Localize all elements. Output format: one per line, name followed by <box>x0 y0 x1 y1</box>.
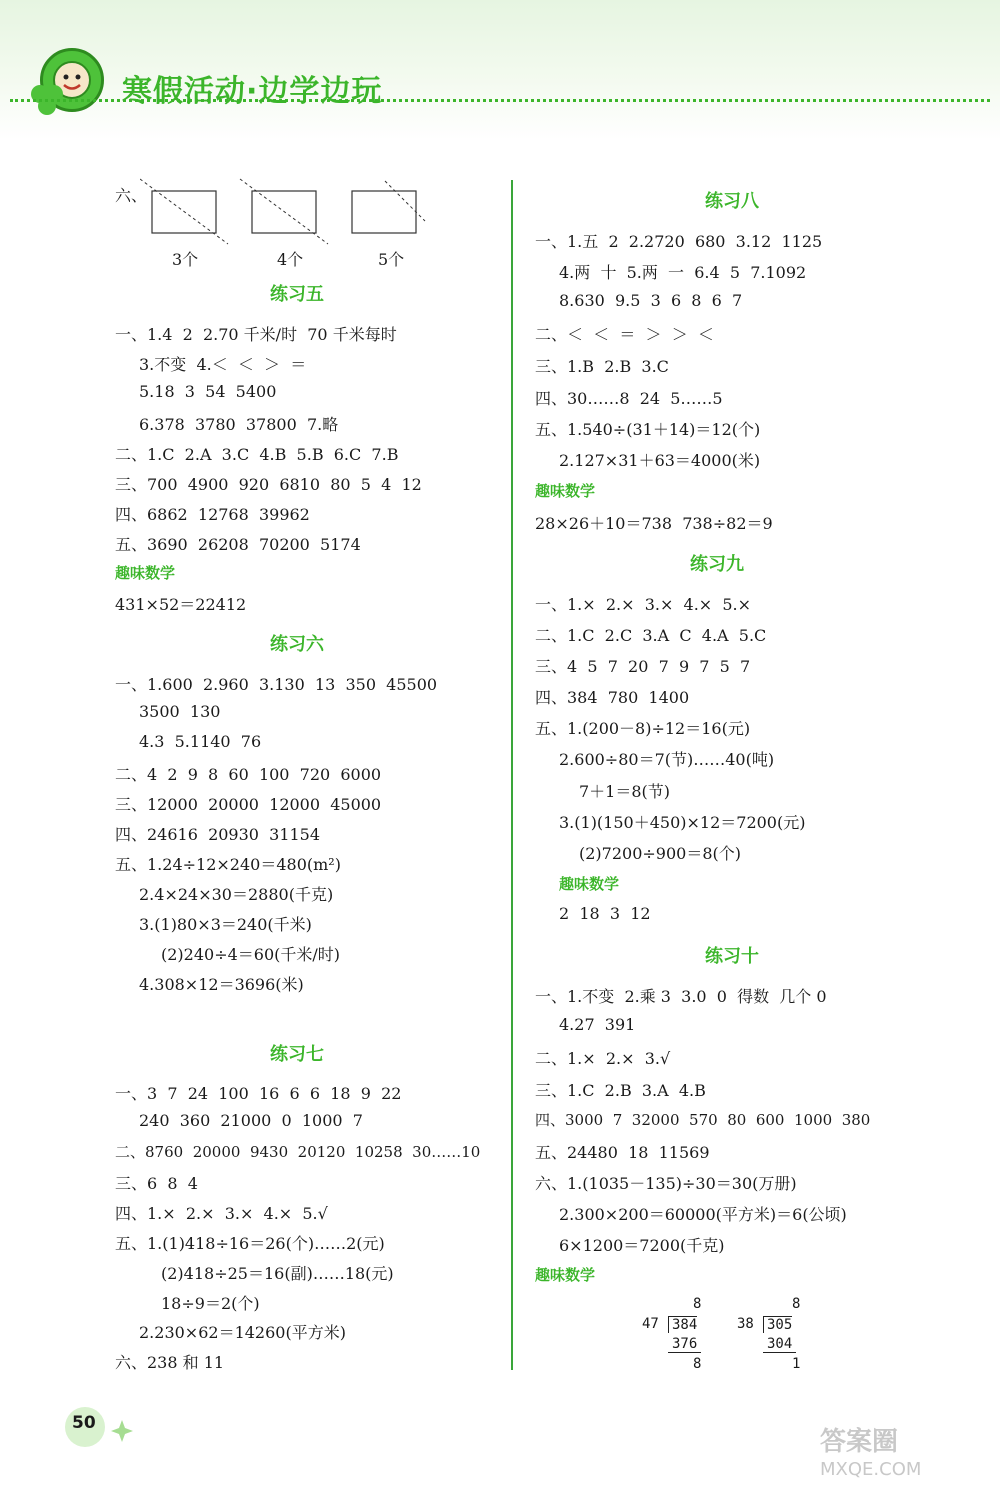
rect-diagram-1 <box>140 179 228 244</box>
answer-line: 8.630 9.5 3 6 8 6 7 <box>559 291 743 310</box>
svg-text:答案圈: 答案圈 <box>820 1427 899 1457</box>
answer-line: 一、1.600 2.960 3.130 13 350 45500 <box>115 675 438 694</box>
header-title: 寒假活动·边学边玩 <box>122 74 383 109</box>
answer-line: 4.27 391 <box>559 1015 636 1034</box>
page-header <box>0 0 1000 140</box>
answer-line: 三、1.B 2.B 3.C <box>535 357 669 376</box>
division-remainder: 1 <box>792 1356 801 1372</box>
fun-math-answer: 28×26＋10＝738 738÷82＝9 <box>535 514 773 533</box>
answer-line: 五、1.(200－8)÷12＝16(元) <box>535 719 751 738</box>
division-product: 376 <box>668 1336 701 1353</box>
answer-line: 5.18 3 54 5400 <box>139 382 277 401</box>
heading-exercise-7: 练习七 <box>270 1044 324 1065</box>
answer-line: 一、1.五 2 2.2720 680 3.12 1125 <box>535 232 823 251</box>
page-number: 50 <box>72 1413 96 1433</box>
section-six-label: 六、 <box>115 186 148 205</box>
fun-math-answer: 431×52＝22412 <box>115 595 247 614</box>
answer-line: 2.4×24×30＝2880(千克) <box>139 885 334 904</box>
answer-line: 三、700 4900 920 6810 80 5 4 12 <box>115 475 422 494</box>
answer-line: 六、1.(1035－135)÷30＝30(万册) <box>535 1174 797 1193</box>
answer-line: (2)240÷4＝60(千米/时) <box>161 945 341 964</box>
rect-diagram-3 <box>352 181 425 233</box>
answer-line: 2.600÷80＝7(节)……40(吨) <box>559 750 775 769</box>
svg-text:MXQE.COM: MXQE.COM <box>820 1459 922 1480</box>
answer-line: 3500 130 <box>139 702 221 721</box>
answer-line: 四、384 780 1400 <box>535 688 690 707</box>
division-divisor: 47 <box>642 1316 659 1332</box>
answer-line: 18÷9＝2(个) <box>161 1294 260 1313</box>
rectangle-diagrams <box>140 176 440 246</box>
answer-line: 3.(1)(150＋450)×12＝7200(元) <box>559 813 806 832</box>
fun-math-label: 趣味数学 <box>535 1266 596 1284</box>
answer-line: 二、＜ ＜ ＝ ＞ ＞ ＜ <box>535 325 714 344</box>
answer-line: 2.300×200＝60000(平方米)＝6(公顷) <box>559 1205 847 1224</box>
fun-math-label: 趣味数学 <box>559 875 620 893</box>
answer-line: 二、1.C 2.A 3.C 4.B 5.B 6.C 7.B <box>115 445 399 464</box>
answer-line: 3.不变 4.＜ ＜ ＞ ＝ <box>139 355 307 374</box>
answer-line: 240 360 21000 0 1000 7 <box>139 1111 363 1130</box>
header-dotted-rule <box>10 99 990 102</box>
division-quotient: 8 <box>693 1296 702 1312</box>
division-quotient: 8 <box>792 1296 801 1312</box>
division-remainder: 8 <box>693 1356 702 1372</box>
answer-line: 二、4 2 9 8 60 100 720 6000 <box>115 765 382 784</box>
answer-line: 4.308×12＝3696(米) <box>139 975 304 994</box>
heading-exercise-5: 练习五 <box>270 284 324 305</box>
answer-line: 五、3690 26208 70200 5174 <box>115 535 361 554</box>
heading-exercise-9: 练习九 <box>690 554 744 575</box>
answer-line: 四、3000 7 32000 570 80 600 1000 380 <box>535 1111 871 1129</box>
heading-exercise-10: 练习十 <box>705 946 759 967</box>
answer-line: 6×1200＝7200(千克) <box>559 1236 725 1255</box>
answer-line: 五、1.540÷(31＋14)＝12(个) <box>535 420 761 439</box>
answer-line: 4.3 5.1140 76 <box>139 732 262 751</box>
answer-line: 2.127×31＋63＝4000(米) <box>559 451 761 470</box>
division-dividend: 384 <box>668 1316 697 1333</box>
answer-line: 一、3 7 24 100 16 6 6 18 9 22 <box>115 1084 402 1103</box>
rect-count-2: 4个 <box>277 250 304 269</box>
answer-line: 三、12000 20000 12000 45000 <box>115 795 382 814</box>
heading-exercise-6: 练习六 <box>270 634 324 655</box>
answer-line: 6.378 3780 37800 7.略 <box>139 415 339 434</box>
answer-line: 一、1.不变 2.乘 3 3.0 0 得数 几个 0 <box>535 987 827 1006</box>
answer-line: 五、1.24÷12×240＝480(m²) <box>115 855 341 874</box>
division-divisor: 38 <box>737 1316 754 1332</box>
rect-count-3: 5个 <box>378 250 405 269</box>
answer-line: 三、6 8 4 <box>115 1174 198 1193</box>
answer-line: 2.230×62＝14260(平方米) <box>139 1323 346 1342</box>
fun-math-label: 趣味数学 <box>535 482 596 500</box>
division-dividend: 305 <box>763 1316 792 1333</box>
answer-line: 四、24616 20930 31154 <box>115 825 321 844</box>
answer-line: 五、24480 18 11569 <box>535 1143 710 1162</box>
division-product: 304 <box>763 1336 796 1353</box>
answer-line: 7＋1＝8(节) <box>579 782 671 801</box>
answer-line: 一、1.4 2 2.70 千米/时 70 千米每时 <box>115 325 397 344</box>
answer-line: 3.(1)80×3＝240(千米) <box>139 915 312 934</box>
heading-exercise-8: 练习八 <box>705 191 759 212</box>
answer-line: 六、238 和 11 <box>115 1353 225 1372</box>
fun-math-label: 趣味数学 <box>115 564 176 582</box>
answer-line: 四、1.× 2.× 3.× 4.× 5.√ <box>115 1204 328 1223</box>
answer-line: 三、1.C 2.B 3.A 4.B <box>535 1081 706 1100</box>
rect-count-1: 3个 <box>172 250 199 269</box>
answer-line: (2)418÷25＝16(副)……18(元) <box>161 1264 394 1283</box>
rect-diagram-2 <box>240 179 328 244</box>
answer-line: 一、1.× 2.× 3.× 4.× 5.× <box>535 595 752 614</box>
answer-line: 五、1.(1)418÷16＝26(个)……2(元) <box>115 1234 385 1253</box>
answer-line: 三、4 5 7 20 7 9 7 5 7 <box>535 657 751 676</box>
answer-line: (2)7200÷900＝8(个) <box>579 844 741 863</box>
fun-math-answer: 2 18 3 12 <box>559 904 651 923</box>
answer-line: 四、30……8 24 5……5 <box>535 389 723 408</box>
answer-line: 四、6862 12768 39962 <box>115 505 310 524</box>
answer-line: 二、8760 20000 9430 20120 10258 30……10 <box>115 1143 481 1161</box>
answer-line: 4.两 十 5.两 一 6.4 5 7.1092 <box>559 263 807 282</box>
column-divider <box>511 180 513 1370</box>
answer-line: 二、1.× 2.× 3.√ <box>535 1049 671 1068</box>
watermark-logo <box>812 1420 982 1480</box>
answer-line: 二、1.C 2.C 3.A C 4.A 5.C <box>535 626 767 645</box>
